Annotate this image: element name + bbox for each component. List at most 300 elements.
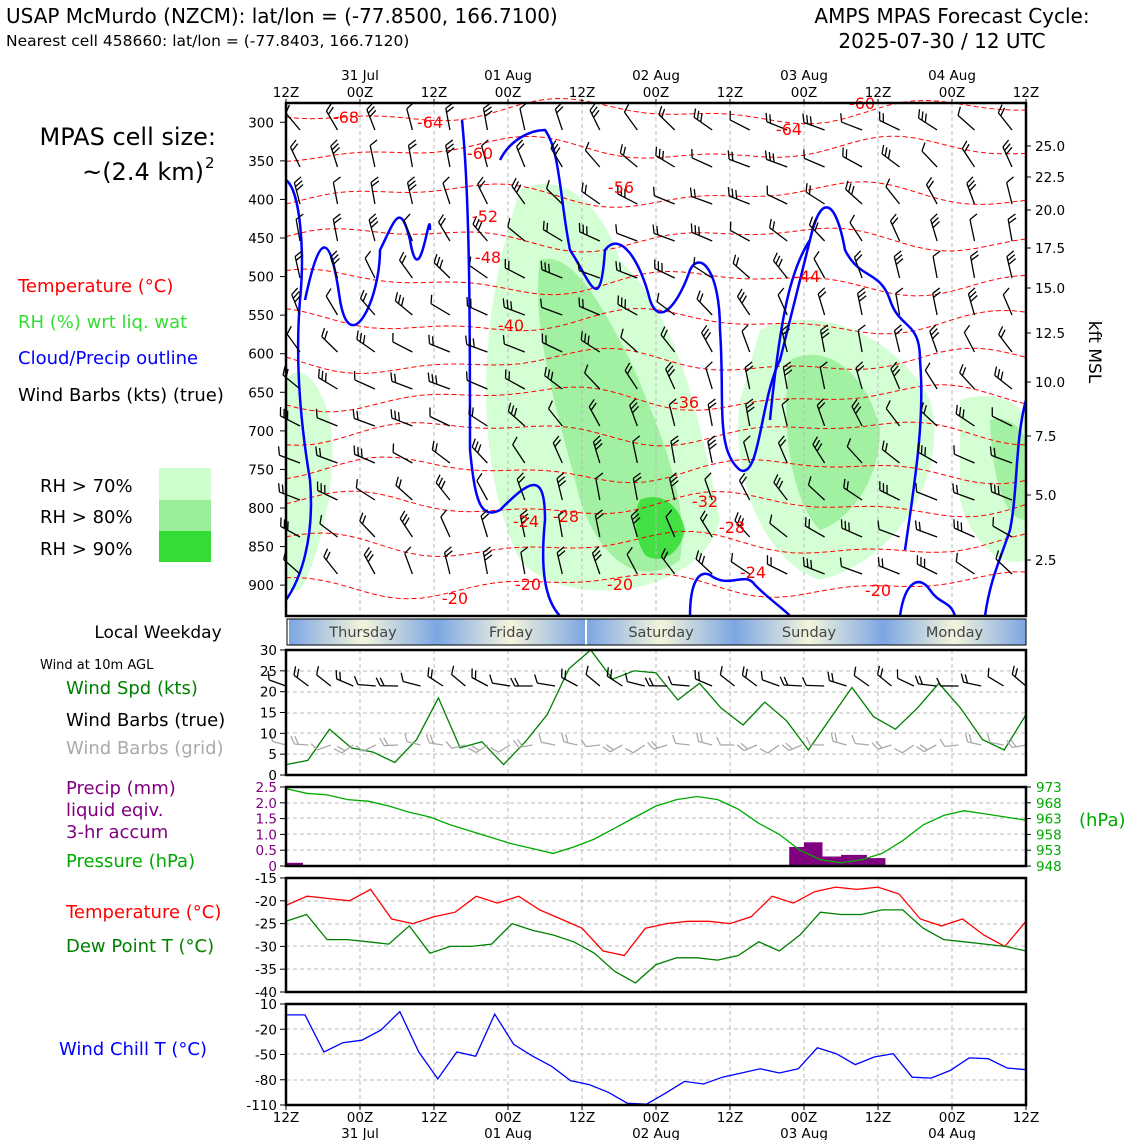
barb-flag bbox=[705, 362, 714, 368]
upper-wind-barb bbox=[617, 144, 642, 167]
legend-rh90: RH > 90% bbox=[40, 539, 133, 560]
upper-wind-barb bbox=[389, 333, 416, 352]
barb-flag bbox=[1002, 288, 1011, 295]
upper-wind-barb bbox=[315, 369, 341, 389]
y-tick-label-right: 958 bbox=[1036, 827, 1062, 843]
barb-flag bbox=[363, 251, 372, 258]
bottom-tick-label: 00Z bbox=[791, 1110, 817, 1126]
bottom-date-label: 02 Aug bbox=[632, 1126, 680, 1140]
upper-wind-barb bbox=[463, 336, 490, 352]
barb-flag bbox=[388, 372, 395, 381]
upper-wind-barb bbox=[476, 177, 495, 204]
upper-wind-barb bbox=[656, 106, 680, 130]
height-tick-label: 22.5 bbox=[1035, 170, 1065, 186]
precip-legend-1: Precip (mm) bbox=[66, 778, 176, 799]
top-tick-label: 12Z bbox=[421, 85, 447, 101]
upper-wind-barb bbox=[967, 288, 982, 315]
barb-flag bbox=[839, 147, 846, 156]
barb-flag bbox=[369, 140, 378, 146]
top-tick-label: 00Z bbox=[939, 85, 965, 101]
upper-wind-barb bbox=[688, 223, 715, 241]
upper-wind-barb bbox=[425, 373, 452, 389]
barb-flag bbox=[351, 445, 358, 454]
temperature-label: -20 bbox=[607, 575, 633, 594]
weekday-name: Saturday bbox=[628, 625, 694, 641]
upper-wind-barb bbox=[445, 103, 458, 130]
upper-wind-barb bbox=[923, 363, 944, 389]
upper-wind-barb bbox=[588, 103, 607, 130]
bottom-tick-label: 12Z bbox=[1013, 1110, 1039, 1126]
y-tick-label-right: 968 bbox=[1036, 796, 1062, 812]
y-tick-label: -35 bbox=[255, 962, 277, 978]
barb-flag bbox=[741, 325, 750, 332]
barb-flag bbox=[763, 151, 770, 160]
barb-shaft bbox=[356, 488, 375, 500]
bottom-tick-label: 00Z bbox=[495, 1110, 521, 1126]
upper-wind-barb bbox=[960, 141, 981, 167]
upper-wind-barb bbox=[354, 331, 380, 352]
title-right-1: AMPS MPAS Forecast Cycle: bbox=[814, 4, 1089, 28]
upper-wind-barb bbox=[393, 477, 418, 500]
weekday-name: Sunday bbox=[782, 625, 837, 641]
wind-grid-legend: Wind Barbs (grid) bbox=[66, 738, 224, 759]
upper-wind-barb bbox=[483, 547, 496, 574]
upper-wind-barb bbox=[351, 445, 378, 463]
upper-wind-barb bbox=[397, 252, 419, 278]
weekday-name: Monday bbox=[926, 625, 984, 641]
barb-flag bbox=[801, 149, 808, 158]
temperature-label: -24 bbox=[513, 512, 539, 531]
y-tick-label: -110 bbox=[246, 1098, 277, 1114]
barb-flag bbox=[651, 260, 658, 269]
pressure-tick-label: 800 bbox=[248, 501, 274, 517]
barb-shaft bbox=[886, 187, 900, 204]
barb-shaft bbox=[933, 256, 937, 278]
barb-flag bbox=[426, 335, 433, 344]
barb-flag bbox=[475, 473, 484, 480]
wind-speed-legend: Wind Spd (kts) bbox=[66, 678, 198, 699]
upper-wind-barb bbox=[879, 145, 905, 167]
dewpoint-legend: Dew Point T (°C) bbox=[66, 936, 214, 957]
temperature-label: -28 bbox=[553, 507, 579, 526]
barb-flag bbox=[425, 373, 432, 382]
upper-wind-barb bbox=[691, 109, 717, 130]
y-tick-label-right: 948 bbox=[1036, 859, 1062, 875]
barb-shaft bbox=[956, 562, 974, 574]
barb-shaft bbox=[469, 265, 487, 278]
barb-flag bbox=[962, 325, 971, 332]
upper-wind-barb bbox=[554, 103, 570, 130]
legend-wind: Wind Barbs (kts) (true) bbox=[18, 385, 224, 406]
barb-flag bbox=[652, 147, 660, 156]
upper-wind-barb bbox=[727, 111, 754, 130]
pressure-tick-label: 500 bbox=[248, 270, 274, 286]
bottom-time-axis bbox=[273, 1105, 1039, 1140]
pressure-tick-label: 900 bbox=[248, 578, 274, 594]
bottom-tick-label: 12Z bbox=[421, 1110, 447, 1126]
barb-flag bbox=[277, 407, 284, 416]
y-tick-label: 1.0 bbox=[256, 827, 277, 843]
upper-wind-barb bbox=[429, 441, 455, 463]
upper-wind-barb bbox=[996, 105, 1018, 130]
barb-flag bbox=[895, 288, 904, 293]
upper-wind-barb bbox=[362, 547, 382, 574]
upper-wind-barb bbox=[519, 103, 533, 130]
top-tick-label: 00Z bbox=[495, 85, 521, 101]
temperature-panel bbox=[255, 871, 1026, 1001]
barb-shaft bbox=[520, 109, 525, 130]
upper-wind-barb bbox=[725, 150, 752, 167]
barb-shaft bbox=[842, 122, 863, 130]
barb-flag bbox=[848, 215, 857, 223]
barb-flag bbox=[466, 257, 474, 266]
weekday-label: Local Weekday bbox=[94, 623, 221, 643]
temperature-label: -36 bbox=[673, 393, 699, 412]
upper-wind-barb bbox=[442, 177, 458, 204]
barb-shaft bbox=[692, 158, 712, 167]
barb-shaft bbox=[1007, 183, 1012, 204]
cell-size-line1: MPAS cell size: bbox=[40, 123, 216, 151]
upper-wind-barb bbox=[428, 295, 454, 315]
top-tick-label: 12Z bbox=[273, 85, 299, 101]
temperature-label: -56 bbox=[608, 178, 634, 197]
barb-shaft bbox=[922, 151, 937, 167]
y-tick-label: 2.0 bbox=[256, 796, 277, 812]
barb-shaft bbox=[970, 219, 975, 241]
top-date-label: 01 Aug bbox=[484, 68, 532, 84]
upper-wind-barb bbox=[894, 325, 908, 352]
barb-flag bbox=[350, 410, 356, 419]
barb-shaft bbox=[405, 553, 413, 574]
cloud-outline-path bbox=[900, 582, 955, 616]
y-tick-label: 25 bbox=[260, 664, 277, 680]
height-tick-label: 15.0 bbox=[1035, 281, 1065, 297]
temperature-label: -20 bbox=[442, 589, 468, 608]
barb-shaft bbox=[370, 146, 375, 167]
height-tick-label: 5.0 bbox=[1035, 488, 1056, 504]
temperature-label: -32 bbox=[692, 492, 718, 511]
y-tick-label: 10 bbox=[260, 997, 277, 1013]
upper-wind-barb bbox=[1007, 214, 1019, 241]
cell-size-value: ~(2.4 km) bbox=[82, 158, 204, 186]
height-tick-label: 25.0 bbox=[1035, 139, 1065, 155]
barb-flag bbox=[725, 187, 732, 196]
barb-flag bbox=[276, 483, 283, 492]
upper-wind-barb bbox=[403, 547, 420, 574]
upper-wind-barb bbox=[321, 549, 343, 574]
upper-wind-barb bbox=[368, 214, 383, 241]
upper-wind-barb bbox=[398, 511, 419, 537]
upper-wind-barb bbox=[439, 510, 457, 537]
wind-panel bbox=[260, 643, 1031, 784]
barb-shaft bbox=[804, 158, 824, 167]
y-tick-label: 10 bbox=[260, 726, 277, 742]
barb-flag bbox=[390, 443, 397, 452]
pressure-legend: Pressure (hPa) bbox=[66, 851, 195, 872]
top-tick-label: 00Z bbox=[791, 85, 817, 101]
upper-wind-barb bbox=[771, 253, 793, 278]
barb-shaft bbox=[326, 296, 337, 315]
pressure-tick-label: 850 bbox=[248, 540, 274, 556]
upper-wind-barb bbox=[705, 362, 720, 389]
title-right-2: 2025-07-30 / 12 UTC bbox=[838, 29, 1045, 53]
y-tick-label: 0 bbox=[268, 768, 277, 784]
barb-shaft bbox=[294, 744, 308, 745]
pressure-tick-label: 350 bbox=[248, 154, 274, 170]
upper-wind-barb bbox=[817, 288, 832, 315]
barb-shaft bbox=[286, 113, 300, 130]
upper-wind-barb bbox=[875, 557, 902, 574]
upper-wind-barb bbox=[876, 112, 903, 130]
pressure-tick-label: 600 bbox=[248, 347, 274, 363]
upper-wind-barb bbox=[285, 326, 307, 352]
upper-wind-barb bbox=[707, 436, 720, 463]
pressure-tick-label: 650 bbox=[248, 385, 274, 401]
barb-shaft bbox=[767, 194, 787, 204]
bottom-tick-label: 00Z bbox=[643, 1110, 669, 1126]
barb-flag bbox=[315, 369, 323, 378]
bottom-tick-label: 12Z bbox=[865, 1110, 891, 1126]
y-tick-label: -25 bbox=[255, 917, 277, 933]
bottom-tick-label: 12Z bbox=[569, 1110, 595, 1126]
hpa-unit-label: (hPa) bbox=[1079, 810, 1126, 831]
top-tick-label: 00Z bbox=[643, 85, 669, 101]
barb-shaft bbox=[617, 233, 638, 241]
barb-shaft bbox=[806, 685, 824, 686]
upper-wind-barb bbox=[848, 215, 869, 241]
temperature-label: -20 bbox=[515, 575, 541, 594]
bottom-tick-label: 12Z bbox=[717, 1110, 743, 1126]
upper-wind-barb bbox=[464, 297, 491, 315]
temperature-label: -24 bbox=[740, 563, 766, 582]
barb-flag bbox=[283, 105, 292, 113]
barb-flag bbox=[333, 177, 342, 182]
height-tick-label: 7.5 bbox=[1035, 429, 1056, 445]
kft-axis-label: kft MSL bbox=[1084, 321, 1104, 384]
upper-wind-barb bbox=[426, 335, 453, 352]
barb-shaft bbox=[742, 331, 750, 352]
height-tick-label: 20.0 bbox=[1035, 203, 1065, 219]
upper-wind-barb bbox=[914, 555, 941, 574]
y-tick-label: -50 bbox=[255, 1048, 277, 1064]
pressure-tick-label: 300 bbox=[248, 115, 274, 131]
top-date-label: 03 Aug bbox=[780, 68, 828, 84]
upper-wind-barb bbox=[883, 179, 905, 204]
upper-wind-barb bbox=[763, 151, 790, 167]
bottom-date-label: 31 Jul bbox=[341, 1126, 379, 1140]
title-left: USAP McMurdo (NZCM): lat/lon = (-77.8500, 166.7100) bbox=[6, 4, 558, 28]
upper-wind-barb bbox=[707, 399, 720, 426]
barb-flag bbox=[1006, 177, 1015, 183]
barb-shaft bbox=[585, 150, 599, 167]
barb-flag bbox=[276, 446, 283, 455]
temperature-label: -52 bbox=[472, 207, 498, 226]
upper-wind-barb bbox=[434, 475, 456, 500]
subtitle-left: Nearest cell 458660: lat/lon = (-77.8403, 166.7120) bbox=[6, 32, 409, 50]
height-tick-label: 10.0 bbox=[1035, 375, 1065, 391]
weekday-name: Thursday bbox=[328, 625, 397, 641]
upper-wind-barb bbox=[357, 513, 381, 537]
y-tick-label-right: 963 bbox=[1036, 812, 1062, 828]
y-tick-label: -30 bbox=[255, 939, 277, 955]
upper-wind-barb bbox=[932, 288, 945, 315]
height-tick-label: 12.5 bbox=[1035, 326, 1065, 342]
upper-wind-barb bbox=[735, 289, 756, 315]
barb-flag bbox=[955, 107, 963, 116]
barb-flag bbox=[442, 177, 451, 183]
barb-shaft bbox=[441, 517, 450, 537]
barb-shaft bbox=[654, 196, 674, 204]
upper-wind-barb bbox=[996, 326, 1018, 352]
barb-shaft bbox=[443, 183, 450, 204]
y-tick-label: 2.5 bbox=[256, 780, 277, 796]
top-date-label: 04 Aug bbox=[928, 68, 976, 84]
barb-shaft bbox=[730, 230, 749, 241]
swatch-rh70 bbox=[159, 468, 211, 500]
upper-wind-barb bbox=[622, 104, 644, 130]
upper-wind-barb bbox=[369, 140, 382, 167]
upper-wind-barb bbox=[957, 364, 980, 389]
y-tick-label: 20 bbox=[260, 685, 277, 701]
legend-rh70: RH > 70% bbox=[40, 476, 133, 497]
barb-shaft bbox=[706, 368, 712, 389]
barb-flag bbox=[857, 325, 866, 330]
upper-wind-barb bbox=[694, 291, 718, 315]
pressure-tick-label: 450 bbox=[248, 231, 274, 247]
top-date-label: 31 Jul bbox=[341, 68, 379, 84]
upper-wind-barb bbox=[330, 140, 346, 167]
pressure-tick-label: 400 bbox=[248, 192, 274, 208]
upper-wind-barb bbox=[388, 409, 415, 426]
top-tick-label: 12Z bbox=[717, 85, 743, 101]
barb-flag bbox=[838, 113, 845, 122]
barb-flag bbox=[613, 224, 620, 233]
barb-flag bbox=[688, 188, 694, 197]
upper-wind-barb bbox=[700, 325, 720, 352]
barb-flag bbox=[277, 517, 284, 526]
barb-flag bbox=[875, 557, 882, 566]
upper-wind-barb bbox=[370, 177, 382, 204]
wind-barbs-legend: Wind Barbs (true) bbox=[66, 710, 225, 731]
upper-wind-barb bbox=[928, 325, 944, 352]
upper-wind-barb bbox=[955, 107, 980, 130]
barb-flag bbox=[914, 555, 921, 564]
panel-background bbox=[286, 787, 1026, 866]
upper-wind-barb bbox=[651, 260, 678, 278]
barb-flag bbox=[812, 251, 821, 258]
upper-wind-barb bbox=[843, 181, 868, 204]
temperature-label: -28 bbox=[719, 518, 745, 537]
upper-wind-barb bbox=[930, 214, 945, 241]
barb-shaft bbox=[407, 109, 413, 130]
legend-rh: RH (%) wrt liq. wat bbox=[18, 312, 187, 333]
barb-flag bbox=[969, 214, 978, 220]
upper-wind-barb bbox=[353, 479, 379, 500]
upper-wind-barb bbox=[319, 328, 343, 352]
pressure-tick-label: 700 bbox=[248, 424, 274, 440]
barb-flag bbox=[388, 409, 395, 418]
upper-wind-barb bbox=[766, 219, 792, 241]
upper-wind-barb bbox=[970, 251, 983, 278]
temperature-label: -60 bbox=[849, 94, 875, 113]
swatch-rh80 bbox=[159, 500, 211, 531]
precip-legend-2: liquid eqiv. bbox=[66, 800, 163, 821]
barb-shaft bbox=[355, 380, 375, 389]
barb-shaft bbox=[964, 333, 974, 352]
upper-wind-barb bbox=[613, 224, 640, 241]
top-tick-label: 12Z bbox=[569, 85, 595, 101]
upper-wind-barb bbox=[689, 149, 716, 167]
upper-wind-barb bbox=[289, 140, 307, 167]
upper-wind-barb bbox=[857, 288, 870, 315]
legend-rh80: RH > 80% bbox=[40, 507, 133, 528]
upper-wind-barb bbox=[333, 177, 346, 204]
upper-wind-barb bbox=[992, 367, 1017, 389]
upper-wind-barb bbox=[444, 547, 458, 574]
barb-shaft bbox=[393, 342, 413, 352]
barb-shaft bbox=[850, 223, 862, 241]
wind-note: Wind at 10m AGL bbox=[40, 658, 154, 673]
upper-wind-barb bbox=[350, 410, 377, 426]
upper-wind-barb bbox=[932, 251, 945, 278]
cell-size-line2 bbox=[82, 158, 204, 186]
barb-flag bbox=[426, 408, 433, 417]
y-tick-label: -40 bbox=[255, 985, 277, 1001]
barb-flag bbox=[351, 371, 358, 380]
temperature-label: -64 bbox=[417, 113, 443, 132]
upper-wind-barb bbox=[893, 251, 907, 278]
upper-wind-barb bbox=[801, 149, 828, 167]
barb-shaft bbox=[624, 112, 637, 130]
precip-bar bbox=[789, 847, 804, 866]
upper-wind-barb bbox=[969, 214, 982, 241]
barb-shaft bbox=[730, 120, 750, 130]
y-tick-label: -20 bbox=[255, 1022, 277, 1038]
barb-shaft bbox=[1003, 295, 1012, 315]
upper-wind-barb bbox=[388, 372, 415, 389]
y-tick-label: -20 bbox=[255, 894, 277, 910]
upper-wind-barb bbox=[480, 510, 495, 537]
y-tick-label-right: 973 bbox=[1036, 780, 1062, 796]
barb-flag bbox=[777, 288, 786, 295]
barb-flag bbox=[913, 520, 920, 529]
temp-legend: Temperature (°C) bbox=[65, 902, 221, 923]
legend-cloud: Cloud/Precip outline bbox=[18, 348, 198, 369]
top-time-axis bbox=[273, 68, 1039, 104]
barb-flag bbox=[689, 149, 696, 158]
precip-legend-3: 3-hr accum bbox=[66, 822, 168, 843]
bottom-tick-label: 00Z bbox=[347, 1110, 373, 1126]
cell-size-sup: 2 bbox=[205, 154, 215, 172]
y-tick-label: 15 bbox=[260, 706, 277, 722]
barb-flag bbox=[919, 143, 928, 151]
upper-wind-barb bbox=[407, 177, 421, 204]
weekday-name: Friday bbox=[489, 625, 533, 641]
upper-wind-barb bbox=[915, 109, 941, 130]
top-tick-label: 12Z bbox=[1013, 85, 1039, 101]
upper-wind-barb bbox=[333, 214, 346, 241]
upper-wind-barb bbox=[953, 553, 979, 574]
upper-wind-barb bbox=[483, 103, 495, 130]
height-tick-label: 2.5 bbox=[1035, 553, 1056, 569]
temperature-label: -64 bbox=[776, 120, 802, 139]
height-ticks bbox=[1026, 139, 1065, 569]
barb-flag bbox=[932, 251, 941, 256]
temperature-label: -48 bbox=[475, 248, 501, 267]
barb-flag bbox=[727, 111, 734, 120]
legend-temperature: Temperature (°C) bbox=[17, 276, 173, 297]
bottom-date-label: 04 Aug bbox=[928, 1126, 976, 1140]
